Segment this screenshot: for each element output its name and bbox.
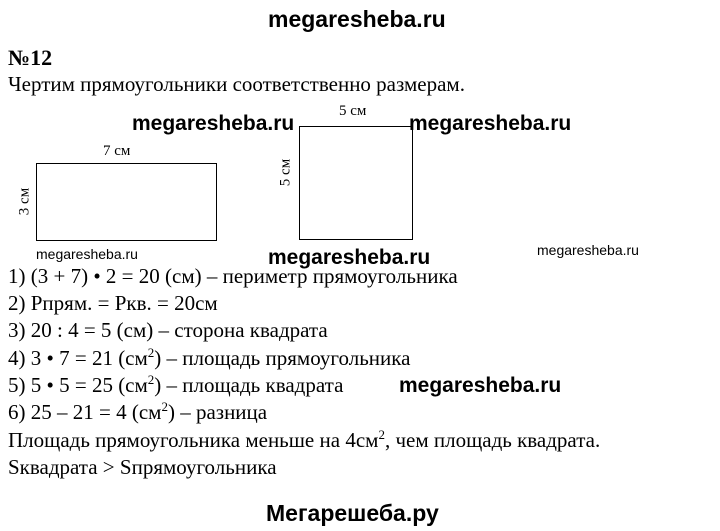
solution-line-4-post: ) – площадь прямоугольника — [154, 346, 411, 370]
rectangle-figure — [36, 163, 217, 241]
solution-line-6-pre: 6) 25 – 21 = 4 (см — [8, 400, 162, 424]
solution-line-6-post: ) – разница — [167, 400, 268, 424]
watermark-rect-left: megaresheba.ru — [132, 112, 295, 135]
solution-line-5 — [8, 372, 344, 397]
solution-line-4 — [8, 345, 411, 370]
watermark-rect-right: megaresheba.ru — [409, 112, 572, 135]
watermark-under-rect: megaresheba.ru — [36, 246, 138, 262]
watermark-top: megaresheba.ru — [268, 6, 446, 32]
square-height-label: 5 см — [277, 158, 294, 187]
solution-line-5-pre: 5) 5 • 5 = 25 (см — [8, 373, 148, 397]
solution-line-5-post: ) – площадь квадрата — [154, 373, 344, 397]
conclusion-line-1-post: , чем площадь квадрата. — [384, 428, 601, 452]
task-intro: Чертим прямоугольники соответственно размерам. — [8, 72, 465, 96]
conclusion-line-1 — [8, 427, 601, 452]
watermark-line-5: megaresheba.ru — [399, 374, 562, 397]
conclusion-line-1-sup: 2 — [378, 427, 385, 442]
solution-line-5-sup: 2 — [147, 372, 155, 387]
watermark-mid: megaresheba.ru — [268, 246, 431, 269]
conclusion-line-2: Sквадрата > Sпрямоугольника — [8, 455, 277, 479]
solution-line-4-pre: 4) 3 • 7 = 21 (см — [8, 346, 148, 370]
watermark-right-small: megaresheba.ru — [537, 242, 639, 258]
rectangle-height-label: 3 см — [16, 187, 33, 216]
solution-line-2: 2) Pпрям. = Pкв. = 20см — [8, 291, 218, 315]
solution-line-6-sup: 2 — [161, 399, 168, 414]
solution-line-3: 3) 20 : 4 = 5 (см) – сторона квадрата — [8, 318, 328, 342]
solution-line-4-sup: 2 — [147, 345, 155, 360]
conclusion-line-1-pre: Площадь прямоугольника меньше на 4см — [8, 428, 379, 452]
task-number: №12 — [8, 45, 53, 70]
square-figure — [299, 126, 413, 240]
solution-line-1: 1) (3 + 7) • 2 = 20 (см) – периметр прямоугольника — [8, 264, 458, 288]
watermark-footer: Мегарешеба.ру — [266, 500, 439, 526]
rectangle-width-label: 7 см — [103, 143, 131, 159]
square-width-label: 5 см — [339, 103, 367, 119]
solution-line-6 — [8, 399, 268, 424]
